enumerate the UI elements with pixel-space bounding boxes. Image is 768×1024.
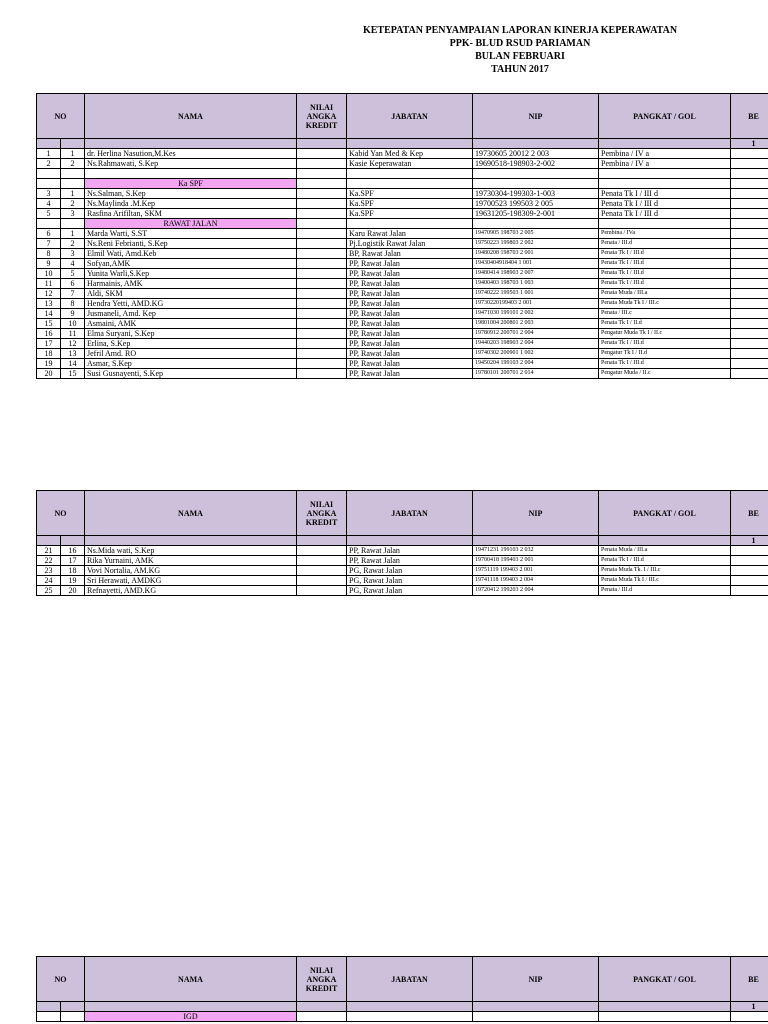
row-number: 23 bbox=[37, 566, 61, 576]
extra-cell bbox=[731, 546, 768, 556]
col-no-header: NO bbox=[37, 94, 85, 139]
row-subnumber: 7 bbox=[61, 289, 85, 299]
staff-name: Rasfina Arifiltan, SKM bbox=[85, 209, 297, 219]
table-row bbox=[37, 259, 768, 269]
number-row-value: 1 bbox=[731, 1002, 768, 1012]
nilai-cell bbox=[297, 546, 347, 556]
row-subnumber: 13 bbox=[61, 349, 85, 359]
row-number: 5 bbox=[37, 209, 61, 219]
header-row bbox=[37, 94, 768, 139]
row-number: 17 bbox=[37, 339, 61, 349]
row-subnumber: 2 bbox=[61, 199, 85, 209]
row-number: 11 bbox=[37, 279, 61, 289]
table-row bbox=[37, 159, 768, 169]
staff-name: Refnayetti, AMD.KG bbox=[85, 586, 297, 596]
staff-position: PP, Rawat Jalan bbox=[347, 339, 473, 349]
col-nip-header: NIP bbox=[473, 94, 599, 139]
col-nama-header: NAMA bbox=[85, 491, 297, 536]
staff-rank: Penata Muda Tk I / III.c bbox=[599, 299, 731, 309]
extra-cell bbox=[731, 229, 768, 239]
extra-cell bbox=[731, 189, 768, 199]
col-nama-header: NAMA bbox=[85, 957, 297, 1002]
staff-name: Jusmaneli, Amd. Kep bbox=[85, 309, 297, 319]
col-pangkat-header: PANGKAT / GOL bbox=[599, 94, 731, 139]
table-row bbox=[37, 189, 768, 199]
staff-nip: 19450204 199103 2 004 bbox=[473, 359, 599, 369]
staff-position: PP, Rawat Jalan bbox=[347, 309, 473, 319]
row-number: 10 bbox=[37, 269, 61, 279]
staff-position: PG, Rawat Jalan bbox=[347, 576, 473, 586]
row-subnumber: 16 bbox=[61, 546, 85, 556]
staff-rank: Penata Muda Tk. I / III.c bbox=[599, 566, 731, 576]
title-line-4: TAHUN 2017 bbox=[491, 64, 549, 75]
row-subnumber: 2 bbox=[61, 239, 85, 249]
staff-nip: 19440203 198903 2 004 bbox=[473, 339, 599, 349]
col-nilai-header: NILAI ANGKA KREDIT bbox=[297, 94, 347, 139]
staff-position: PP, Rawat Jalan bbox=[347, 289, 473, 299]
extra-cell bbox=[731, 149, 768, 159]
staff-name: Asmar, S.Kep bbox=[85, 359, 297, 369]
table-row bbox=[37, 349, 768, 359]
staff-table-3 bbox=[36, 956, 768, 1022]
row-number: 15 bbox=[37, 319, 61, 329]
row-subnumber: 10 bbox=[61, 319, 85, 329]
nilai-cell bbox=[297, 149, 347, 159]
col-extra-header: BE bbox=[731, 491, 768, 536]
staff-rank: Penata Tk I / III.d bbox=[599, 269, 731, 279]
staff-rank: Pembina / IV a bbox=[599, 159, 731, 169]
table-row bbox=[37, 249, 768, 259]
staff-nip: 19780912 200701 2 004 bbox=[473, 329, 599, 339]
staff-position: Kabid Yan Med & Kep bbox=[347, 149, 473, 159]
staff-nip: 19780101 200701 2 014 bbox=[473, 369, 599, 379]
row-subnumber: 1 bbox=[61, 149, 85, 159]
table-row bbox=[37, 299, 768, 309]
row-number: 9 bbox=[37, 259, 61, 269]
row-number: 7 bbox=[37, 239, 61, 249]
nilai-cell bbox=[297, 239, 347, 249]
row-number: 4 bbox=[37, 199, 61, 209]
staff-name: Erlina, S.Kep bbox=[85, 339, 297, 349]
staff-rank: Penata Tk I / III d bbox=[599, 209, 731, 219]
row-number: 21 bbox=[37, 546, 61, 556]
staff-position: Ka.SPF bbox=[347, 199, 473, 209]
table-row bbox=[37, 209, 768, 219]
staff-rank: Penata Tk I / III.d bbox=[599, 359, 731, 369]
header-row bbox=[37, 491, 768, 536]
row-number: 20 bbox=[37, 369, 61, 379]
row-subnumber: 12 bbox=[61, 339, 85, 349]
staff-position: Pj.Logistik Rawat Jalan bbox=[347, 239, 473, 249]
col-nip-header: NIP bbox=[473, 491, 599, 536]
staff-nip: 19430404918404 1 001 bbox=[473, 259, 599, 269]
nilai-cell bbox=[297, 369, 347, 379]
staff-rank: Pengatur Muda Tk I / II.c bbox=[599, 329, 731, 339]
row-number: 1 bbox=[37, 149, 61, 159]
extra-cell bbox=[731, 279, 768, 289]
staff-position: PG, Rawat Jalan bbox=[347, 566, 473, 576]
staff-position: PP, Rawat Jalan bbox=[347, 556, 473, 566]
row-number: 25 bbox=[37, 586, 61, 596]
extra-cell bbox=[731, 349, 768, 359]
col-extra-header: BE bbox=[731, 94, 768, 139]
row-number: 13 bbox=[37, 299, 61, 309]
staff-nip: 19720412 199203 2 004 bbox=[473, 586, 599, 596]
row-number: 8 bbox=[37, 249, 61, 259]
nilai-cell bbox=[297, 566, 347, 576]
staff-name: Sri Herawati, AMDKG bbox=[85, 576, 297, 586]
title-line-1: KETEPATAN PENYAMPAIAN LAPORAN KINERJA KEPERAWATAN bbox=[362, 25, 678, 36]
extra-cell bbox=[731, 209, 768, 219]
extra-cell bbox=[731, 329, 768, 339]
nilai-cell bbox=[297, 209, 347, 219]
staff-nip: 19700523 199503 2 005 bbox=[473, 199, 599, 209]
staff-name: Yunita Warli,S.Kep bbox=[85, 269, 297, 279]
staff-rank: Penata Tk I / III.d bbox=[599, 279, 731, 289]
number-row bbox=[37, 139, 768, 149]
row-number: 3 bbox=[37, 189, 61, 199]
staff-nip: 19740222 199503 1 001 bbox=[473, 289, 599, 299]
row-subnumber: 1 bbox=[61, 229, 85, 239]
staff-position: PP, Rawat Jalan bbox=[347, 546, 473, 556]
extra-cell bbox=[731, 299, 768, 309]
section-label-igd: IGD bbox=[85, 1012, 297, 1022]
section-row-igd bbox=[37, 1012, 768, 1022]
staff-nip: 19480414 198903 2 007 bbox=[473, 269, 599, 279]
staff-rank: Penata Tk I / III.d bbox=[599, 339, 731, 349]
row-subnumber: 3 bbox=[61, 249, 85, 259]
staff-nip: 19730304-199303-1-003 bbox=[473, 189, 599, 199]
table-row bbox=[37, 269, 768, 279]
staff-position: Karu Rawat Jalan bbox=[347, 229, 473, 239]
staff-nip: 19801004 200801 2 003 bbox=[473, 319, 599, 329]
table-row bbox=[37, 556, 768, 566]
staff-rank: Pembina / IV a bbox=[599, 149, 731, 159]
staff-rank: Penata Tk I / III.d bbox=[599, 259, 731, 269]
number-row bbox=[37, 536, 768, 546]
staff-rank: Penata Muda / III.a bbox=[599, 289, 731, 299]
staff-name: Ns.Salman, S.Kep bbox=[85, 189, 297, 199]
nilai-cell bbox=[297, 159, 347, 169]
staff-position: PP, Rawat Jalan bbox=[347, 349, 473, 359]
nilai-cell bbox=[297, 289, 347, 299]
nilai-cell bbox=[297, 269, 347, 279]
row-subnumber: 9 bbox=[61, 309, 85, 319]
staff-nip: 19751119 199403 2 001 bbox=[473, 566, 599, 576]
staff-nip: 19480208 198703 2 001 bbox=[473, 249, 599, 259]
nilai-cell bbox=[297, 279, 347, 289]
staff-table-2 bbox=[36, 490, 768, 596]
staff-name: Ns.Maylinda .M.Kep bbox=[85, 199, 297, 209]
col-pangkat-header: PANGKAT / GOL bbox=[599, 491, 731, 536]
row-number: 22 bbox=[37, 556, 61, 566]
nilai-cell bbox=[297, 259, 347, 269]
nilai-cell bbox=[297, 229, 347, 239]
staff-name: Aldi, SKM bbox=[85, 289, 297, 299]
staff-position: BP, Rawat Jalan bbox=[347, 249, 473, 259]
staff-position: Kasie Keperawatan bbox=[347, 159, 473, 169]
staff-name: Jefril Amd. RO bbox=[85, 349, 297, 359]
section-row-kaspf bbox=[37, 179, 768, 189]
staff-name: Ns.Rahmawati, S.Kep bbox=[85, 159, 297, 169]
staff-name: dr. Herlina Nasution,M.Kes bbox=[85, 149, 297, 159]
col-no-header: NO bbox=[37, 491, 85, 536]
staff-rank: Penata Tk I / II.d bbox=[599, 319, 731, 329]
nilai-cell bbox=[297, 556, 347, 566]
table-row bbox=[37, 229, 768, 239]
extra-cell bbox=[731, 269, 768, 279]
extra-cell bbox=[731, 249, 768, 259]
staff-nip: 19700418 199403 2 001 bbox=[473, 556, 599, 566]
row-subnumber: 6 bbox=[61, 279, 85, 289]
staff-rank: Penata Muda / III.a bbox=[599, 546, 731, 556]
extra-cell bbox=[731, 369, 768, 379]
row-subnumber: 14 bbox=[61, 359, 85, 369]
staff-nip: 19690518-198903-2-002 bbox=[473, 159, 599, 169]
row-subnumber: 3 bbox=[61, 209, 85, 219]
row-number: 19 bbox=[37, 359, 61, 369]
staff-rank: Pengatur Muda / II.c bbox=[599, 369, 731, 379]
staff-rank: Pembina / IVa bbox=[599, 229, 731, 239]
col-extra-header: BE bbox=[731, 957, 768, 1002]
staff-name: Elma Suryani, S.Kep bbox=[85, 329, 297, 339]
staff-rank: Penata Tk I / III.d bbox=[599, 249, 731, 259]
nilai-cell bbox=[297, 309, 347, 319]
row-subnumber: 4 bbox=[61, 259, 85, 269]
row-subnumber: 2 bbox=[61, 159, 85, 169]
row-number: 6 bbox=[37, 229, 61, 239]
extra-cell bbox=[731, 576, 768, 586]
number-row bbox=[37, 1002, 768, 1012]
extra-cell bbox=[731, 159, 768, 169]
extra-cell bbox=[731, 556, 768, 566]
table-row bbox=[37, 289, 768, 299]
row-number: 14 bbox=[37, 309, 61, 319]
staff-nip: 19471231 199103 2 032 bbox=[473, 546, 599, 556]
table-row bbox=[37, 239, 768, 249]
row-subnumber: 19 bbox=[61, 576, 85, 586]
row-number: 24 bbox=[37, 576, 61, 586]
staff-nip: 19730605 20012 2 003 bbox=[473, 149, 599, 159]
col-nilai-header: NILAI ANGKA KREDIT bbox=[297, 957, 347, 1002]
staff-rank: Penata Tk I / III d bbox=[599, 199, 731, 209]
staff-nip: 19740302 200901 1 002 bbox=[473, 349, 599, 359]
table-row bbox=[37, 359, 768, 369]
col-nip-header: NIP bbox=[473, 957, 599, 1002]
staff-name: Vovi Nortalia, AM.KG bbox=[85, 566, 297, 576]
staff-nip: 19750223 199803 2 002 bbox=[473, 239, 599, 249]
staff-name: Hendra Yetti, AMD.KG bbox=[85, 299, 297, 309]
staff-rank: Penata / III.d bbox=[599, 586, 731, 596]
table-row bbox=[37, 279, 768, 289]
row-number: 12 bbox=[37, 289, 61, 299]
section-label-kaspf: Ka SPF bbox=[85, 179, 297, 189]
title-line-3: BULAN FEBRUARI bbox=[475, 51, 565, 62]
extra-cell bbox=[731, 319, 768, 329]
row-number: 16 bbox=[37, 329, 61, 339]
section-label-rawat-jalan: RAWAT JALAN bbox=[85, 219, 297, 229]
staff-rank: Penata Tk I / III d bbox=[599, 189, 731, 199]
nilai-cell bbox=[297, 199, 347, 209]
nilai-cell bbox=[297, 349, 347, 359]
staff-rank: Penata Tk I / III.d bbox=[599, 556, 731, 566]
number-row-value: 1 bbox=[731, 536, 768, 546]
staff-nip: 19741118 199403 2 004 bbox=[473, 576, 599, 586]
table-row bbox=[37, 329, 768, 339]
nilai-cell bbox=[297, 249, 347, 259]
row-number: 18 bbox=[37, 349, 61, 359]
title-line-2: PPK- BLUD RSUD PARIAMAN bbox=[449, 38, 591, 49]
row-subnumber: 1 bbox=[61, 189, 85, 199]
header-row bbox=[37, 957, 768, 1002]
staff-nip: 19730220199403 2 001 bbox=[473, 299, 599, 309]
row-subnumber: 17 bbox=[61, 556, 85, 566]
staff-name: Susi Gusnayenti, S.Kep bbox=[85, 369, 297, 379]
staff-name: Elmil Wati, Amd.Keb bbox=[85, 249, 297, 259]
table-row bbox=[37, 566, 768, 576]
extra-cell bbox=[731, 359, 768, 369]
staff-position: PP, Rawat Jalan bbox=[347, 279, 473, 289]
extra-cell bbox=[731, 586, 768, 596]
staff-rank: Pengatur Tk I / II.d bbox=[599, 349, 731, 359]
staff-name: Marda Warti, S.ST bbox=[85, 229, 297, 239]
extra-cell bbox=[731, 339, 768, 349]
staff-position: PP, Rawat Jalan bbox=[347, 319, 473, 329]
col-nama-header: NAMA bbox=[85, 94, 297, 139]
nilai-cell bbox=[297, 576, 347, 586]
table-row bbox=[37, 369, 768, 379]
staff-name: Harmainis, AMK bbox=[85, 279, 297, 289]
staff-position: PP, Rawat Jalan bbox=[347, 359, 473, 369]
row-subnumber: 18 bbox=[61, 566, 85, 576]
extra-cell bbox=[731, 289, 768, 299]
col-nilai-header: NILAI ANGKA KREDIT bbox=[297, 491, 347, 536]
row-subnumber: 8 bbox=[61, 299, 85, 309]
extra-cell bbox=[731, 259, 768, 269]
row-subnumber: 11 bbox=[61, 329, 85, 339]
staff-position: PP, Rawat Jalan bbox=[347, 269, 473, 279]
extra-cell bbox=[731, 566, 768, 576]
staff-name: Sofyan,AMK bbox=[85, 259, 297, 269]
table-row bbox=[37, 586, 768, 596]
staff-nip: 19400403 198703 1 003 bbox=[473, 279, 599, 289]
staff-name: Rika Yurnaini, AMK bbox=[85, 556, 297, 566]
col-no-header: NO bbox=[37, 957, 85, 1002]
staff-name: Ns.Reni Febrianti, S.Kep bbox=[85, 239, 297, 249]
nilai-cell bbox=[297, 189, 347, 199]
table-row bbox=[37, 339, 768, 349]
staff-table-1 bbox=[36, 93, 768, 379]
staff-position: PP, Rawat Jalan bbox=[347, 259, 473, 269]
nilai-cell bbox=[297, 319, 347, 329]
staff-rank: Penata Muda Tk I / III.c bbox=[599, 576, 731, 586]
staff-position: PP, Rawat Jalan bbox=[347, 299, 473, 309]
nilai-cell bbox=[297, 359, 347, 369]
nilai-cell bbox=[297, 339, 347, 349]
staff-nip: 19471030 199101 2 002 bbox=[473, 309, 599, 319]
col-jabatan-header: JABATAN bbox=[347, 957, 473, 1002]
staff-position: PP, Rawat Jalan bbox=[347, 329, 473, 339]
row-number: 2 bbox=[37, 159, 61, 169]
row-subnumber: 20 bbox=[61, 586, 85, 596]
col-pangkat-header: PANGKAT / GOL bbox=[599, 957, 731, 1002]
staff-rank: Penata / III.c bbox=[599, 309, 731, 319]
table-row bbox=[37, 309, 768, 319]
col-jabatan-header: JABATAN bbox=[347, 491, 473, 536]
table-row bbox=[37, 546, 768, 556]
nilai-cell bbox=[297, 586, 347, 596]
table-row bbox=[37, 576, 768, 586]
staff-nip: 19631205-198309-2-001 bbox=[473, 209, 599, 219]
staff-position: PP, Rawat Jalan bbox=[347, 369, 473, 379]
number-row-value: 1 bbox=[731, 139, 768, 149]
extra-cell bbox=[731, 239, 768, 249]
staff-name: Asmaini, AMK bbox=[85, 319, 297, 329]
staff-position: Ka.SPF bbox=[347, 189, 473, 199]
nilai-cell bbox=[297, 299, 347, 309]
extra-cell bbox=[731, 199, 768, 209]
table-row bbox=[37, 319, 768, 329]
section-row-rawat-jalan bbox=[37, 219, 768, 229]
blank-row bbox=[37, 169, 768, 179]
table-row bbox=[37, 149, 768, 159]
staff-position: Ka.SPF bbox=[347, 209, 473, 219]
staff-position: PG, Rawat Jalan bbox=[347, 586, 473, 596]
staff-nip: 19470905 198703 2 005 bbox=[473, 229, 599, 239]
staff-name: Ns.Mida wati, S.Kep bbox=[85, 546, 297, 556]
extra-cell bbox=[731, 309, 768, 319]
col-jabatan-header: JABATAN bbox=[347, 94, 473, 139]
nilai-cell bbox=[297, 329, 347, 339]
table-row bbox=[37, 199, 768, 209]
report-title bbox=[270, 24, 768, 76]
row-subnumber: 5 bbox=[61, 269, 85, 279]
staff-rank: Penata / III.d bbox=[599, 239, 731, 249]
row-subnumber: 15 bbox=[61, 369, 85, 379]
